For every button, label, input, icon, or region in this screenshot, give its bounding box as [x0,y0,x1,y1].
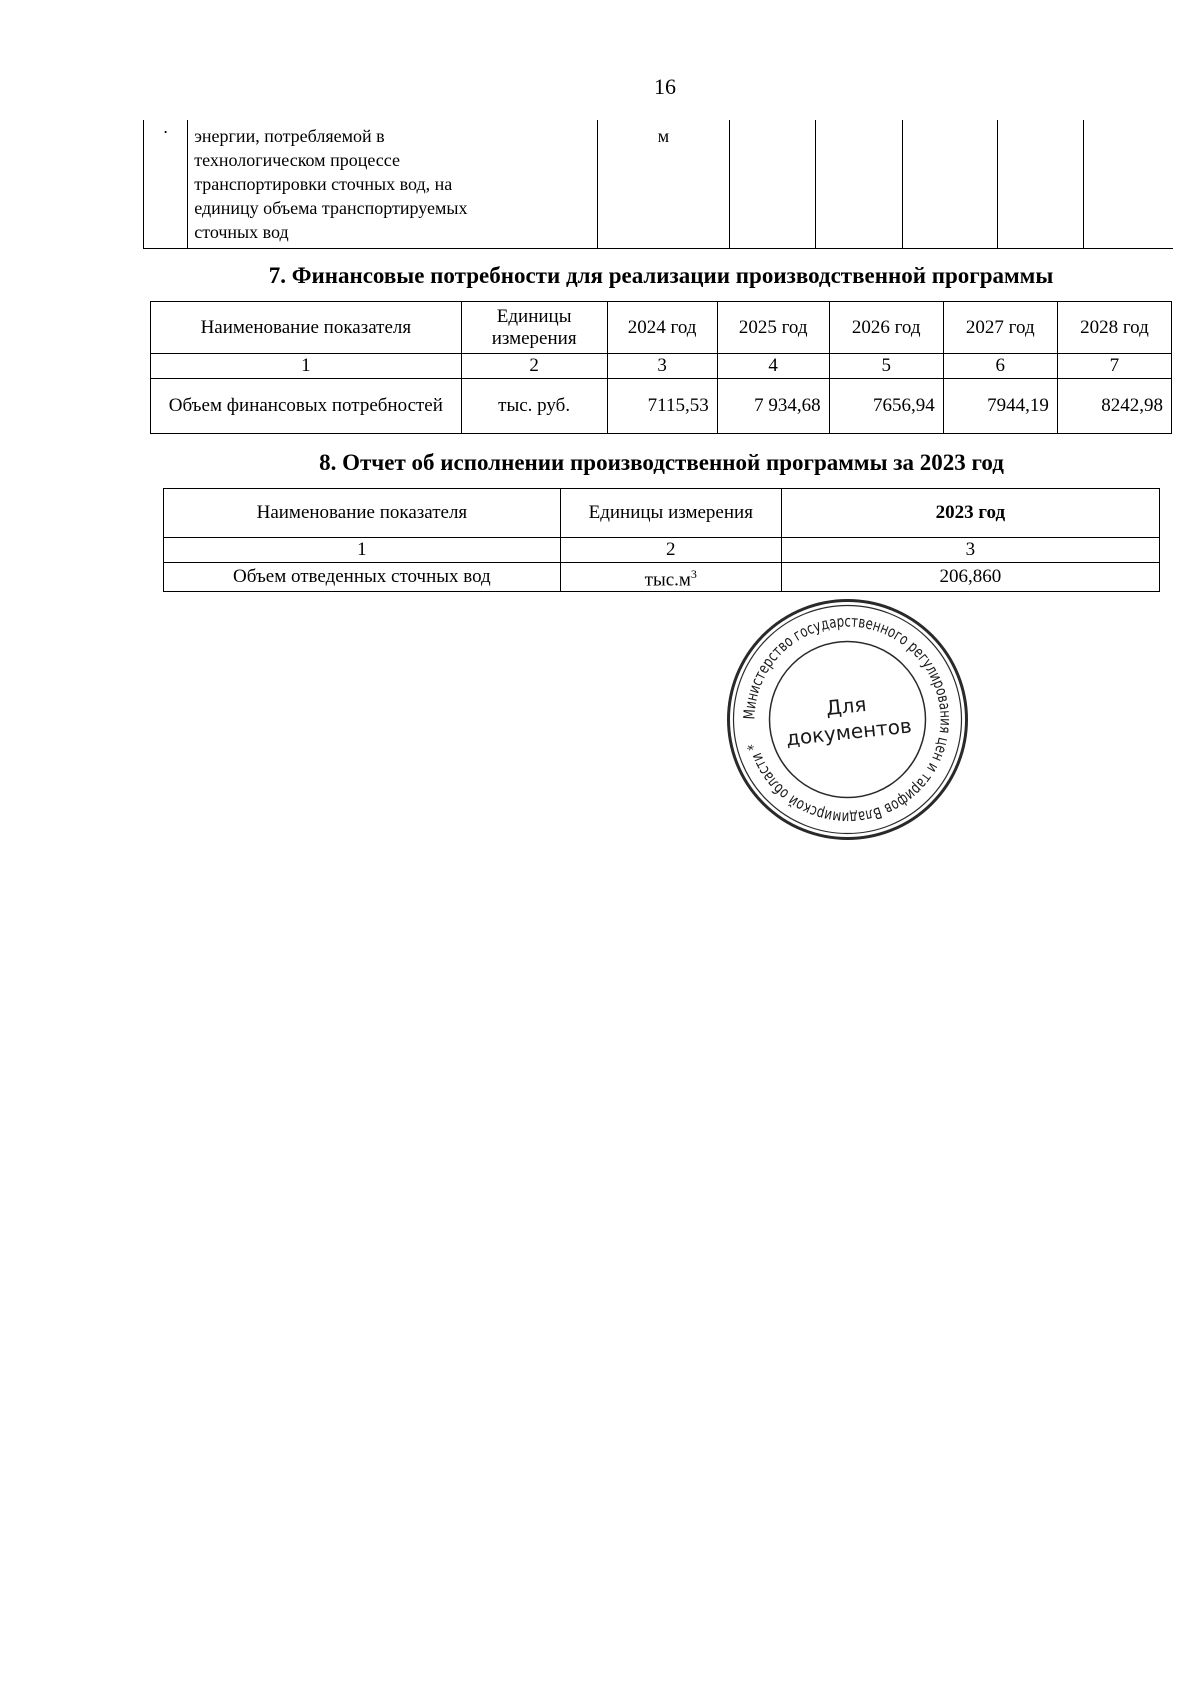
column-number: 3 [607,354,717,379]
header-cell: 2028 год [1057,302,1171,354]
section-8-title: 8. Отчет об исполнении производственной программы за 2023 год [319,450,1004,475]
continuation-table [143,120,1173,249]
column-number: 5 [829,354,943,379]
column-number: 1 [164,538,561,563]
unit-cell: тыс. руб. [461,379,607,434]
column-number: 1 [151,354,462,379]
header-cell: 2024 год [607,302,717,354]
header-cell: 2027 год [943,302,1057,354]
indicator-name: Объем отведенных сточных вод [164,563,561,592]
unit-base: тыс.м [644,569,691,591]
official-stamp [725,597,970,842]
header-cell: Единицы измерения [560,489,781,538]
stamp-center-line2: документов [784,713,913,751]
header-cell: 2023 год [781,489,1159,538]
row-marker: · [144,120,188,248]
column-number: 2 [560,538,781,563]
column-number: 7 [1057,354,1171,379]
column-number: 4 [717,354,829,379]
table-header-row [164,489,1160,538]
header-cell: 2026 год [829,302,943,354]
page-number: 16 [654,74,676,99]
description-line: энергии, потребляемой в [194,126,385,146]
header-cell: 2025 год [717,302,829,354]
unit-cell: м [598,120,730,248]
table-row [151,379,1172,434]
numbering-row [164,538,1160,563]
unit-cell [560,563,781,592]
column-number: 2 [461,354,607,379]
empty-cell [729,120,815,248]
section-7-title: 7. Финансовые потребности для реализации производственной программы [268,263,1054,288]
table-header-row [151,302,1172,354]
program-report-table [163,488,1160,592]
value-2026: 7656,94 [829,379,943,434]
value-2023: 206,860 [781,563,1159,592]
indicator-description [188,120,598,248]
financial-needs-table [150,301,1172,434]
indicator-name: Объем финансовых потребностей [151,379,462,434]
description-line: единицу объема транспортируемых [194,198,468,218]
empty-cell [902,120,997,248]
value-2024: 7115,53 [607,379,717,434]
empty-cell [1084,120,1173,248]
value-2027: 7944,19 [943,379,1057,434]
numbering-row [151,354,1172,379]
empty-cell [998,120,1084,248]
unit-superscript: 3 [690,567,697,581]
description-line: транспортировки сточных вод, на [194,174,453,194]
header-cell: Единицы измерения [461,302,607,354]
value-2028: 8242,98 [1057,379,1171,434]
value-2025: 7 934,68 [717,379,829,434]
description-line: технологическом процессе [194,150,400,170]
column-number: 6 [943,354,1057,379]
header-cell: Наименование показателя [151,302,462,354]
table-row [164,563,1160,592]
column-number: 3 [781,538,1159,563]
stamp-center-line1: Для [824,692,868,721]
description-line: сточных вод [194,222,289,242]
empty-cell [816,120,902,248]
stamp-ring-text: Министерство государственного регулирования цен и тарифов Владимирской области * [740,612,955,827]
header-cell: Наименование показателя [164,489,561,538]
